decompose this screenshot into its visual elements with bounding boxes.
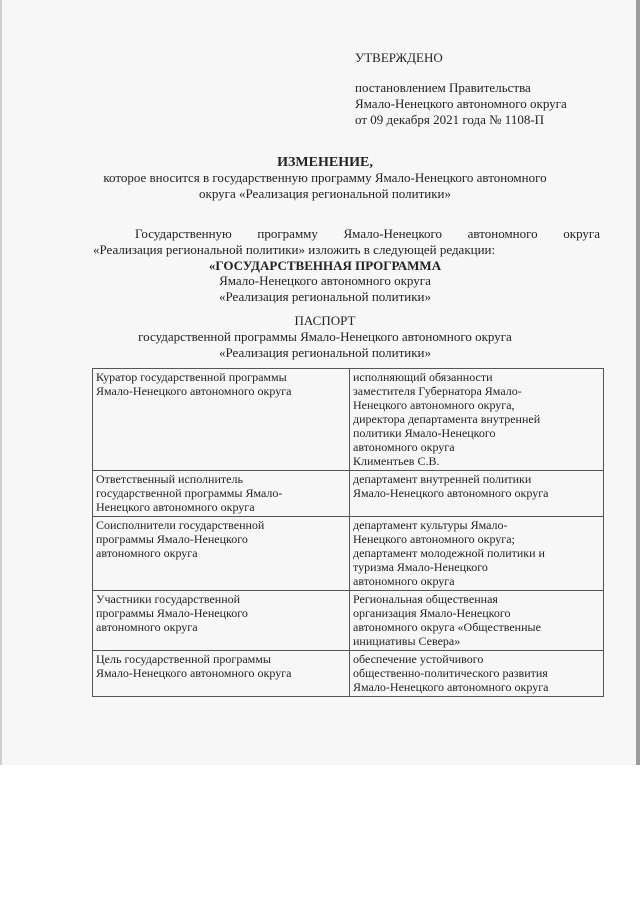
passport-row: [93, 369, 604, 471]
program-subtitle: [60, 273, 590, 305]
cell-line: автономного округа: [96, 546, 198, 560]
program-subtitle-line: «Реализация региональной политики»: [219, 289, 431, 304]
program-title: «ГОСУДАРСТВЕННАЯ ПРОГРАММА: [208, 258, 442, 273]
intro-paragraph: [93, 226, 600, 258]
cell-line: Ямало-Ненецкого автономного округа: [353, 486, 549, 500]
passport-row: [93, 517, 604, 591]
approval-line: постановлением Правительства: [355, 80, 531, 95]
cell-line: государственной программы Ямало-: [96, 486, 283, 500]
approval-line: Ямало-Ненецкого автономного округа: [355, 96, 567, 111]
passport-row-label: [93, 369, 350, 471]
cell-line: Цель государственной программы: [96, 652, 271, 666]
passport-row-value: [350, 369, 604, 471]
cell-line: Ненецкого автономного округа,: [353, 398, 515, 412]
cell-line: Ямало-Ненецкого автономного округа: [96, 666, 292, 680]
cell-line: исполняющий обязанности: [353, 370, 493, 384]
cell-line: Региональная общественная: [353, 592, 498, 606]
approval-block: [355, 50, 567, 128]
cell-line: Климентьев С.В.: [353, 454, 440, 468]
approval-heading: УТВЕРЖДЕНО: [355, 50, 443, 65]
cell-line: департамент внутренней политики: [353, 472, 532, 486]
passport-row-label: [93, 651, 350, 697]
passport-subtitle-line: государственной программы Ямало-Ненецкого автономного округа: [138, 329, 512, 344]
passport-row-label: [93, 517, 350, 591]
passport-subtitle: [60, 329, 590, 361]
passport-row-label: [93, 591, 350, 651]
intro-line: Государственную программу Ямало-Ненецкого автономного округа: [135, 226, 600, 241]
cell-line: Ненецкого автономного округа;: [353, 532, 515, 546]
cell-line: Куратор государственной программы: [96, 370, 287, 384]
cell-line: организация Ямало-Ненецкого: [353, 606, 511, 620]
scan-edge-left: [0, 0, 2, 765]
change-subtitle: [60, 170, 590, 202]
cell-line: автономного округа: [96, 620, 198, 634]
passport-subtitle-line: «Реализация региональной политики»: [219, 345, 431, 360]
passport-title: ПАСПОРТ: [294, 313, 356, 328]
cell-line: политики Ямало-Ненецкого: [353, 426, 496, 440]
cell-line: Участники государственной: [96, 592, 241, 606]
blank-area: [0, 765, 640, 905]
cell-line: Ненецкого автономного округа: [96, 500, 255, 514]
intro-line: «Реализация региональной политики» изложить в следующей редакции:: [93, 242, 496, 257]
program-subtitle-line: Ямало-Ненецкого автономного округа: [219, 273, 431, 288]
cell-line: Ямало-Ненецкого автономного округа: [353, 680, 549, 694]
passport-row-value: [350, 471, 604, 517]
cell-line: Соисполнители государственной: [96, 518, 265, 532]
cell-line: автономного округа: [353, 440, 455, 454]
change-subtitle-line: округа «Реализация региональной политики»: [199, 186, 451, 201]
passport-row: [93, 651, 604, 697]
scan-edge-right: [636, 0, 640, 765]
passport-row-label: [93, 471, 350, 517]
passport-row-value: [350, 517, 604, 591]
cell-line: программы Ямало-Ненецкого: [96, 532, 248, 546]
passport-table: [92, 368, 604, 697]
cell-line: заместителя Губернатора Ямало-: [353, 384, 522, 398]
cell-line: программы Ямало-Ненецкого: [96, 606, 248, 620]
approval-line: от 09 декабря 2021 года № 1108-П: [355, 112, 545, 127]
passport-row-value: [350, 651, 604, 697]
passport-row: [93, 591, 604, 651]
cell-line: общественно-политического развития: [353, 666, 548, 680]
cell-line: Ответственный исполнитель: [96, 472, 243, 486]
passport-row-value: [350, 591, 604, 651]
cell-line: туризма Ямало-Ненецкого: [353, 560, 488, 574]
cell-line: обеспечение устойчивого: [353, 652, 484, 666]
cell-line: инициативы Севера»: [353, 634, 461, 648]
cell-line: директора департамента внутренней: [353, 412, 541, 426]
cell-line: автономного округа «Общественные: [353, 620, 541, 634]
passport-row: [93, 471, 604, 517]
cell-line: департамент культуры Ямало-: [353, 518, 508, 532]
cell-line: департамент молодежной политики и: [353, 546, 545, 560]
cell-line: автономного округа: [353, 574, 455, 588]
change-subtitle-line: которое вносится в государственную программу Ямало-Ненецкого автономного: [103, 170, 547, 185]
cell-line: Ямало-Ненецкого автономного округа: [96, 384, 292, 398]
change-title: ИЗМЕНЕНИЕ,: [277, 155, 373, 170]
